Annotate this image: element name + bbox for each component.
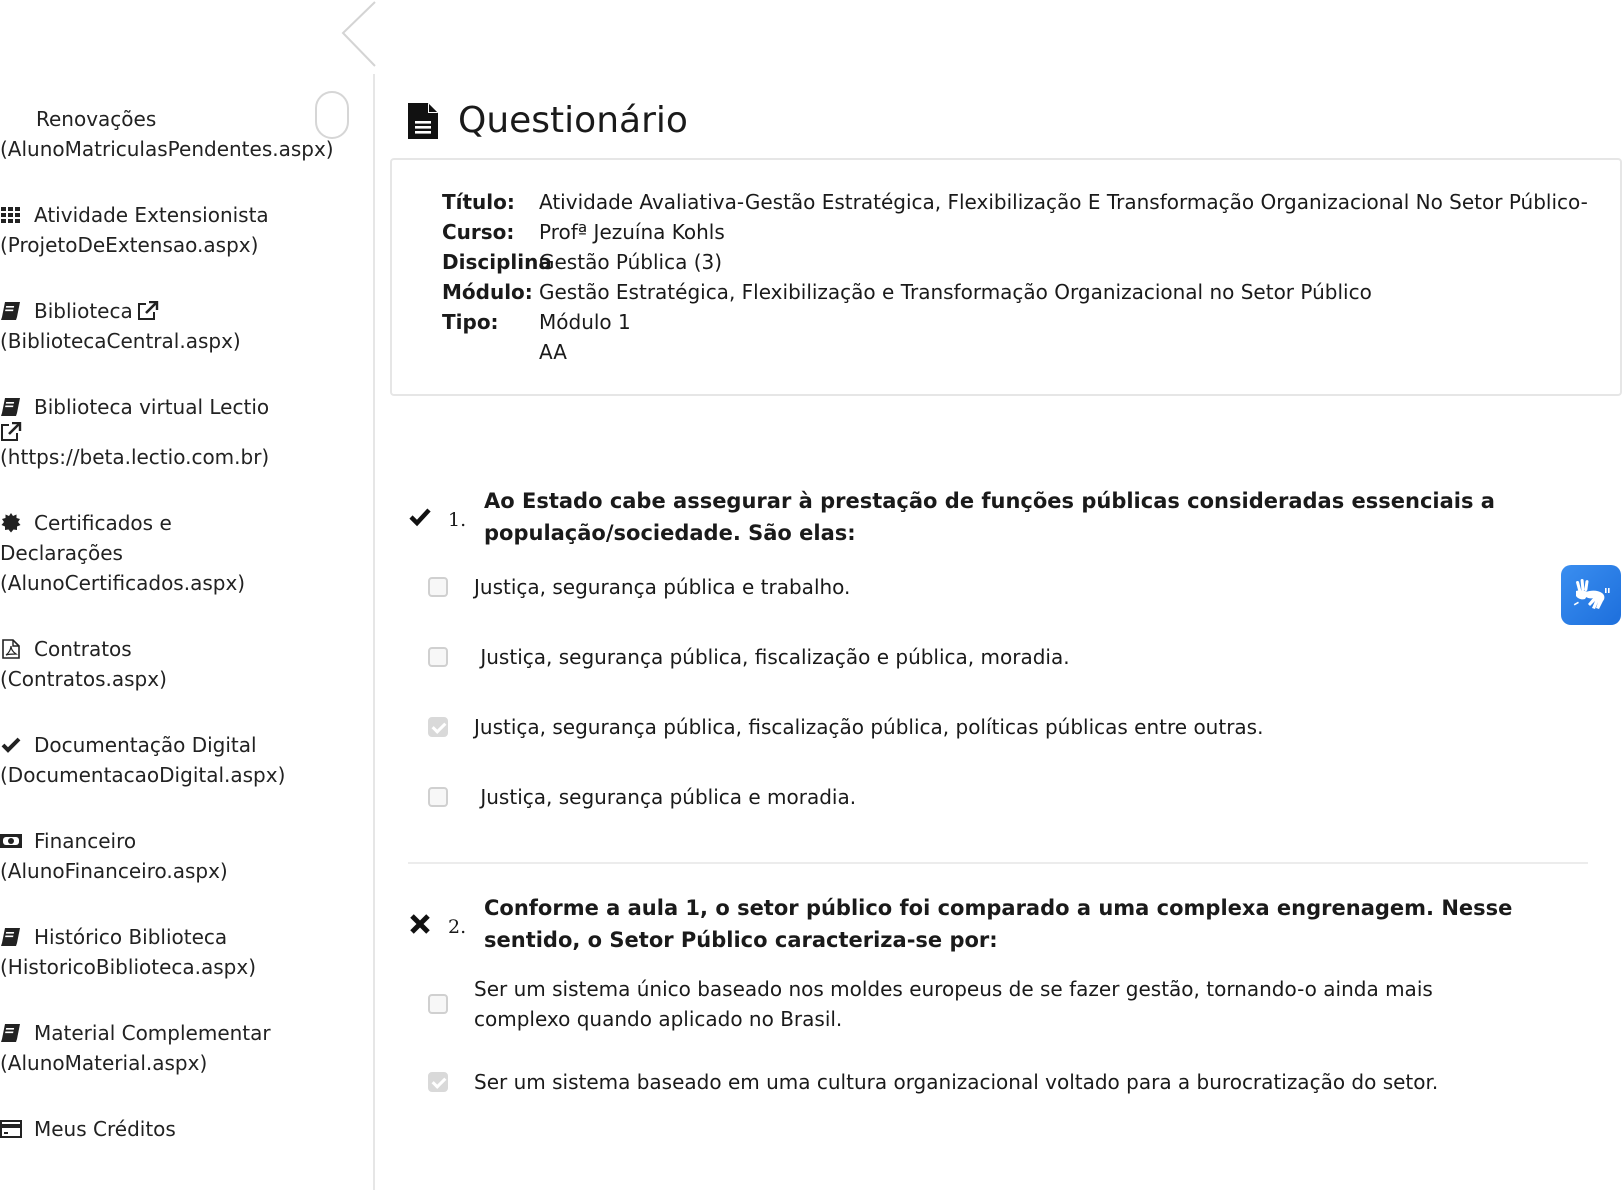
book-icon: [0, 927, 22, 947]
question-2: [408, 892, 1608, 1094]
info-row-curso: [442, 217, 1588, 247]
info-value: Profª Jezuína Kohls: [539, 220, 725, 244]
sidebar-item-renovacoes[interactable]: [0, 104, 340, 164]
external-link-icon: [0, 422, 22, 442]
info-value: Gestão Estratégica, Flexibilização e Transformação Organizacional no Setor Público: [539, 280, 1372, 304]
book-icon: [0, 397, 22, 417]
info-row-disciplina: [442, 247, 1588, 277]
sidebar-item-label: Material Complementar: [34, 1021, 271, 1045]
info-key: Curso:: [442, 220, 515, 244]
question-1: [408, 485, 1608, 809]
option-checkbox-checked[interactable]: [428, 717, 448, 737]
info-key: Módulo:: [442, 280, 533, 304]
sidebar-item-contratos[interactable]: [0, 634, 340, 694]
info-key: Disciplina: [442, 250, 552, 274]
info-value: Módulo 1: [539, 310, 631, 334]
option-text: Justiça, segurança pública e moradia.: [474, 785, 857, 809]
sidebar-item-label: Histórico Biblioteca: [34, 925, 228, 949]
certificate-icon: [0, 513, 22, 533]
collapse-sidebar-chevron-icon[interactable]: [340, 0, 380, 70]
answer-option[interactable]: [408, 642, 1558, 672]
sidebar-item-documentacao-digital[interactable]: [0, 730, 340, 790]
info-row-tipo-extra: [442, 337, 1588, 367]
answer-option[interactable]: [408, 712, 1558, 742]
sidebar-item-path: (AlunoMatriculasPendentes.aspx): [0, 137, 334, 161]
book-icon: [0, 301, 22, 321]
info-value: Gestão Pública (3): [539, 250, 723, 274]
option-checkbox[interactable]: [428, 994, 448, 1014]
question-text: Ao Estado cabe assegurar à prestação de funções públicas consideradas essenciais a população/sociedade. São elas:: [484, 489, 1495, 545]
info-row-modulo: [442, 277, 1588, 307]
sidebar-item-label-2: Declarações: [0, 541, 123, 565]
info-key: Tipo:: [442, 310, 499, 334]
sidebar-item-path: (HistoricoBiblioteca.aspx): [0, 955, 256, 979]
sidebar-item-label: Documentação Digital: [34, 733, 257, 757]
sidebar-item-historico-biblioteca[interactable]: [0, 922, 340, 982]
info-key: Título:: [442, 190, 515, 214]
sidebar-item-meus-creditos[interactable]: [0, 1114, 340, 1144]
sidebar-item-path: (https://beta.lectio.com.br): [0, 445, 270, 469]
sidebar-item-path: (AlunoMaterial.aspx): [0, 1051, 208, 1075]
info-row-titulo: [442, 187, 1588, 217]
option-text: Justiça, segurança pública, fiscalização pública, políticas públicas entre outras.: [474, 715, 1264, 739]
grid-icon: [0, 205, 22, 225]
sidebar-item-biblioteca-virtual-lectio[interactable]: [0, 392, 340, 472]
sidebar-item-certificados[interactable]: [0, 508, 340, 598]
sidebar-item-path: (Contratos.aspx): [0, 667, 167, 691]
sidebar-item-label: Financeiro: [34, 829, 137, 853]
sidebar: [0, 104, 340, 1180]
sidebar-item-label: Atividade Extensionista: [34, 203, 269, 227]
answer-option[interactable]: [408, 572, 1558, 602]
option-text: Ser um sistema único baseado nos moldes europeus de se fazer gestão, tornando-o ainda mais complexo quando aplicado no Brasil.: [474, 977, 1433, 1031]
money-icon: [0, 831, 22, 851]
sidebar-item-path: (AlunoCertificados.aspx): [0, 571, 246, 595]
option-checkbox[interactable]: [428, 787, 448, 807]
option-checkbox-checked[interactable]: [428, 1072, 448, 1092]
sidebar-item-path: (ProjetoDeExtensao.aspx): [0, 233, 259, 257]
sidebar-item-path: (AlunoFinanceiro.aspx): [0, 859, 228, 883]
answer-option[interactable]: [408, 1067, 1558, 1097]
answer-option[interactable]: [408, 974, 1558, 1034]
sidebar-item-material-complementar[interactable]: [0, 1018, 340, 1078]
file-text-icon: [408, 103, 440, 139]
sidebar-item-path: (DocumentacaoDigital.aspx): [0, 763, 286, 787]
answer-option[interactable]: [408, 782, 1558, 812]
info-value: AA: [539, 340, 567, 364]
question-text: Conforme a aula 1, o setor público foi comparado a uma complexa engrenagem. Nesse sentido, o Setor Público caracteriza-se por:: [484, 896, 1513, 952]
sidebar-item-label: Biblioteca virtual Lectio: [34, 395, 270, 419]
sidebar-item-path: (BibliotecaCentral.aspx): [0, 329, 241, 353]
page-title: [408, 100, 688, 141]
book-icon: [0, 1023, 22, 1043]
sidebar-item-label: Meus Créditos: [34, 1117, 176, 1141]
sidebar-divider: [373, 74, 375, 1190]
pdf-file-icon: [0, 639, 22, 659]
check-icon: [0, 735, 22, 755]
option-checkbox[interactable]: [428, 647, 448, 667]
quiz-info-card: [390, 158, 1622, 396]
sidebar-item-biblioteca[interactable]: [0, 296, 340, 356]
page-title-text: Questionário: [458, 100, 688, 141]
info-row-tipo: [442, 307, 1588, 337]
external-link-icon: [137, 301, 159, 321]
sign-language-icon: [1572, 578, 1610, 612]
quiz-info-table: [442, 187, 1588, 367]
sidebar-item-atividade-extensionista[interactable]: [0, 200, 340, 260]
question-number: 1.: [448, 509, 467, 531]
sidebar-item-label: Renovações: [36, 107, 157, 131]
credit-card-icon: [0, 1119, 22, 1139]
option-text: Justiça, segurança pública e trabalho.: [474, 575, 851, 599]
option-text: Ser um sistema baseado em uma cultura organizacional voltado para a burocratização do setor.: [474, 1070, 1439, 1094]
info-value: Atividade Avaliativa-Gestão Estratégica, Flexibilização E Transformação Organizacional No Setor Público-: [539, 190, 1588, 214]
info-key: [442, 337, 539, 367]
sidebar-item-label: Certificados e: [34, 511, 172, 535]
option-checkbox[interactable]: [428, 577, 448, 597]
sidebar-item-label: Biblioteca: [34, 299, 133, 323]
question-divider: [408, 862, 1588, 864]
sidebar-item-label: Contratos: [34, 637, 132, 661]
correct-check-icon: [408, 505, 432, 529]
sign-language-accessibility-button[interactable]: [1561, 565, 1621, 625]
option-text: Justiça, segurança pública, fiscalização e pública, moradia.: [474, 645, 1070, 669]
question-number: 2.: [448, 916, 467, 938]
incorrect-x-icon: [408, 912, 432, 936]
sidebar-item-financeiro[interactable]: [0, 826, 340, 886]
